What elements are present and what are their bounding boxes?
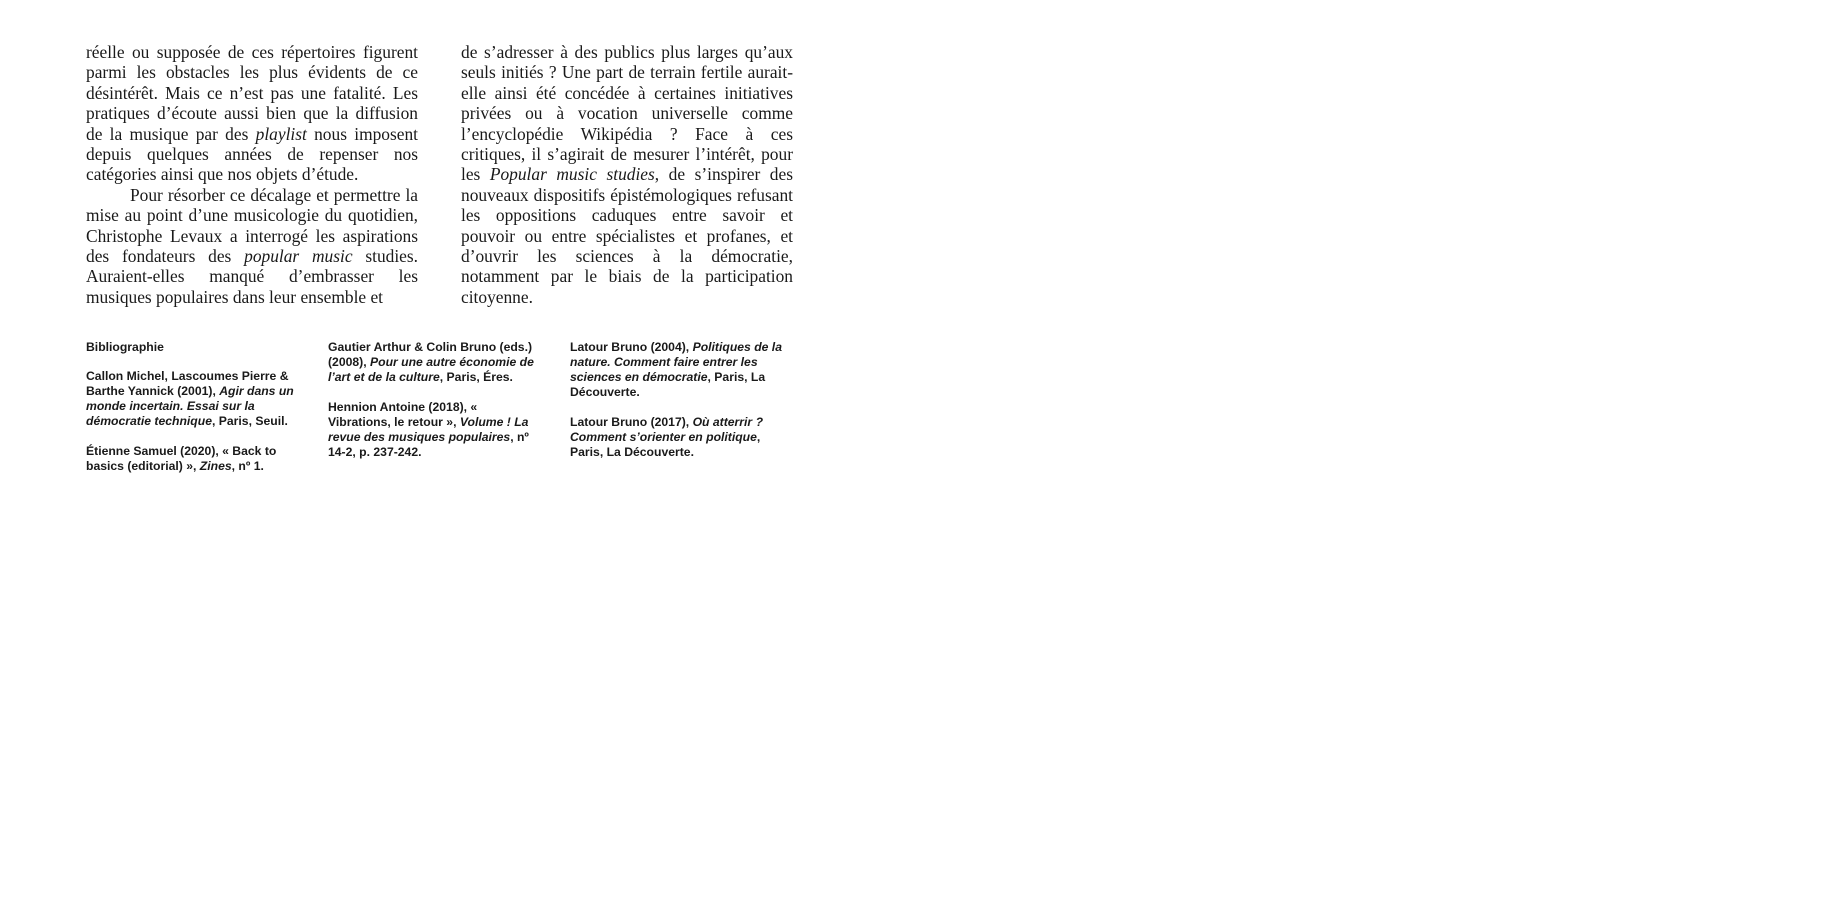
- italic-text-run: popular music: [244, 246, 353, 267]
- text-run: , de s’inspirer des nouveaux dispositifs épistémologiques refusant les oppositions caduques entre savoir et pouvoir ou entre spécialistes et profanes, et d’ouvrir les sciences à la démocratie, notamment par le biais de la participation citoyenne.: [461, 164, 793, 307]
- entry-publisher: , nº 14-2, p. 237-242.: [328, 430, 529, 459]
- italic-text-run: playlist: [255, 123, 307, 144]
- text-run: réelle ou supposée de ces répertoires figurent parmi les obstacles les plus évidents de ce désintérêt. Mais ce n’est pas une fatalité. Les pratiques d’écoute aussi bien que la diffusion de la musique par des: [86, 42, 418, 144]
- right-paragraph-1: [461, 42, 793, 307]
- entry-publisher: , Paris, Seuil.: [211, 414, 288, 428]
- entry-title: Volume ! La revue des musiques populaires: [328, 415, 529, 444]
- document-page: [86, 42, 793, 473]
- left-paragraph-2: [86, 185, 418, 307]
- text-run: studies. Auraient-elles manqué d’embrasser les musiques populaires dans leur ensemble et: [86, 246, 419, 307]
- bibliography-column-2: [328, 340, 542, 489]
- body-text-columns: [86, 42, 793, 307]
- bibliography-entry: [86, 444, 300, 474]
- entry-title: Pour une autre économie de l’art et de la culture: [328, 355, 534, 384]
- bibliography-column-3: [570, 340, 784, 489]
- text-run: Pour résorber ce décalage et permettre la mise au point d’une musicologie du quotidien, Christophe Levaux a interrogé les aspirations des fondateurs des: [86, 184, 418, 267]
- bibliography: [86, 340, 793, 489]
- entry-title: Zines: [199, 459, 232, 473]
- entry-author: Hennion Antoine (2018), « Vibrations, le retour »,: [328, 400, 478, 429]
- text-run: de s’adresser à des publics plus larges qu’aux seuls initiés ? Une part de terrain fertile aurait-elle ainsi été concédée à certaines initiatives privées ou à vocation universelle comme l’encyclopédie Wikipédia ? Face à ces critiques, il s’agirait de mesurer l’intérêt, pour les: [461, 42, 793, 185]
- italic-text-run: Popular music studies: [489, 164, 655, 185]
- bibliography-entry: [328, 400, 542, 460]
- left-text-column: [86, 42, 418, 307]
- bibliography-entry: [570, 340, 784, 400]
- entry-title: Agir dans un monde incertain. Essai sur la démocratie technique: [86, 384, 294, 428]
- entry-publisher: , Paris, La Découverte.: [570, 430, 761, 459]
- bibliography-heading: Bibliographie: [86, 340, 164, 354]
- entry-publisher: , Paris, La Découverte.: [570, 370, 766, 399]
- entry-title: Où atterrir ? Comment s’orienter en politique: [570, 415, 764, 444]
- text-run: nous imposent depuis quelques années de repenser nos catégories ainsi que nos objets d’étude.: [86, 123, 418, 185]
- right-text-column: [461, 42, 793, 307]
- entry-author: Callon Michel, Lascoumes Pierre & Barthe Yannick (2001),: [86, 369, 289, 398]
- bibliography-column-1: [86, 340, 300, 489]
- entry-publisher: , Paris, Éres.: [439, 370, 513, 384]
- entry-publisher: , nº 1.: [231, 459, 264, 473]
- left-paragraph-1: [86, 42, 418, 185]
- bibliography-entry: [570, 415, 784, 460]
- entry-author: Latour Bruno (2017),: [570, 415, 693, 429]
- entry-author: Gautier Arthur & Colin Bruno (eds.) (2008),: [328, 340, 533, 369]
- bibliography-entry: [328, 340, 542, 385]
- entry-author: Étienne Samuel (2020), « Back to basics (editorial) »,: [86, 444, 277, 473]
- entry-author: Latour Bruno (2004),: [570, 340, 693, 354]
- bibliography-entry: [86, 369, 300, 429]
- entry-title: Politiques de la nature. Comment faire entrer les sciences en démocratie: [570, 340, 782, 384]
